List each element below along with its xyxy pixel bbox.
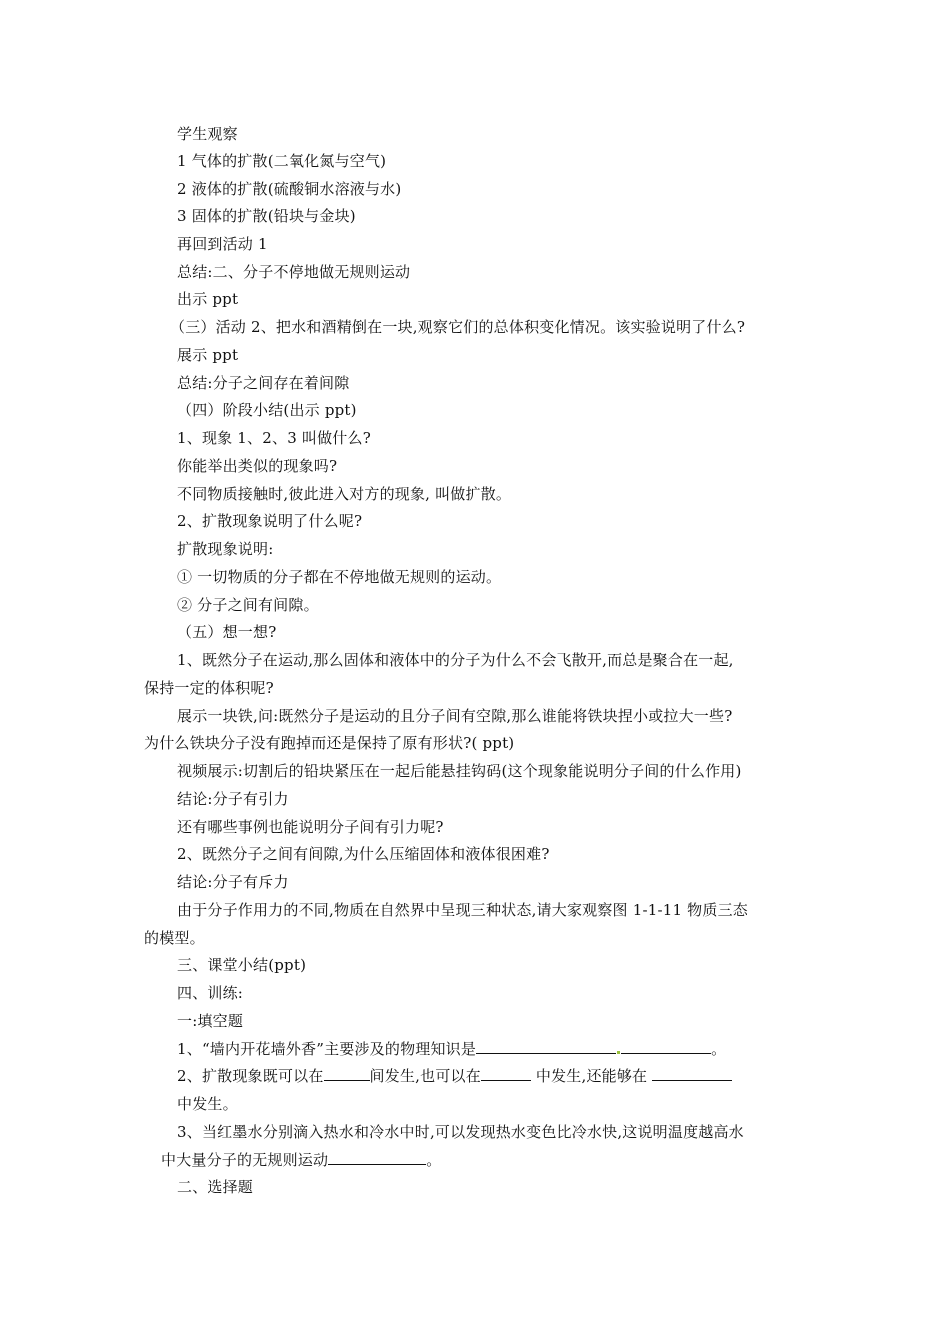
text-line: 1 气体的扩散(二氧化氮与空气): [177, 152, 387, 170]
answer-blank[interactable]: [652, 1066, 732, 1081]
answer-blank[interactable]: [621, 1039, 711, 1054]
question-text: 。: [426, 1151, 442, 1169]
text-line: 保持一定的体积呢?: [144, 679, 274, 697]
text-line: 1、既然分子在运动,那么固体和液体中的分子为什么不会飞散开,而总是聚合在一起,: [177, 651, 734, 669]
text-line: 四、训练:: [177, 984, 244, 1002]
text-line: 不同物质接触时,彼此进入对方的现象, 叫做扩散。: [177, 485, 512, 503]
text-line: 你能举出类似的现象吗?: [177, 457, 338, 475]
text-line: 2、扩散现象说明了什么呢?: [177, 512, 363, 530]
text-line: 学生观察: [177, 125, 238, 143]
text-line: 展示一块铁,问:既然分子是运动的且分子间有空隙,那么谁能将铁块捏小或拉大一些?: [177, 707, 733, 725]
text-line: 2 液体的扩散(硫酸铜水溶液与水): [177, 180, 402, 198]
question-text: 中发生,还能够在: [530, 1067, 653, 1085]
text-line: 出示 ppt: [177, 290, 239, 308]
fill-blank-question-2: [177, 1066, 732, 1086]
question-text: 1、“墙内开花墙外香”主要涉及的物理知识是: [177, 1040, 477, 1058]
text-line: 再回到活动 1: [177, 235, 268, 253]
fill-blank-question-1: [177, 1039, 726, 1059]
fill-blank-question-3-cont: [161, 1150, 441, 1170]
text-line: 的模型。: [144, 929, 205, 947]
answer-blank[interactable]: [481, 1066, 531, 1081]
text-line: （三）活动 2、把水和酒精倒在一块,观察它们的总体积变化情况。该实验说明了什么?: [170, 318, 746, 336]
text-line: （四）阶段小结(出示 ppt): [177, 401, 357, 419]
text-line: 结论:分子有引力: [177, 790, 289, 808]
text-line: 三、课堂小结(ppt): [177, 956, 307, 974]
answer-blank[interactable]: [476, 1039, 616, 1054]
text-line: 扩散现象说明:: [177, 540, 274, 558]
text-line: 1、现象 1、2、3 叫做什么?: [177, 429, 371, 447]
text-line: 结论:分子有斥力: [177, 873, 289, 891]
question-text: 。: [711, 1040, 727, 1058]
question-text: 2、扩散现象既可以在: [177, 1067, 324, 1085]
text-line: （五）想一想?: [177, 623, 277, 641]
text-line: 视频展示:切割后的铅块紧压在一起后能悬挂钩码(这个现象能说明分子间的什么作用): [177, 762, 742, 780]
text-line: ② 分子之间有间隙。: [177, 596, 319, 614]
text-line: 由于分子作用力的不同,物质在自然界中呈现三种状态,请大家观察图 1-1-11 物质三态: [177, 901, 748, 919]
text-line: 总结:分子之间存在着间隙: [177, 374, 350, 392]
answer-blank[interactable]: [328, 1150, 426, 1165]
text-line: 中发生。: [177, 1095, 238, 1113]
text-line: 还有哪些事例也能说明分子间有引力呢?: [177, 818, 444, 836]
text-line: 3 固体的扩散(铅块与金块): [177, 207, 356, 225]
text-line: 展示 ppt: [177, 346, 239, 364]
green-dot-mark: [617, 1051, 620, 1054]
question-text: 间发生,也可以在: [369, 1067, 481, 1085]
text-line: ① 一切物质的分子都在不停地做无规则的运动。: [177, 568, 502, 586]
answer-blank[interactable]: [324, 1066, 370, 1081]
text-line: 为什么铁块分子没有跑掉而还是保持了原有形状?( ppt): [144, 734, 515, 752]
question-text: 中大量分子的无规则运动: [161, 1151, 329, 1169]
section-heading: 二、选择题: [177, 1178, 254, 1196]
text-line: 总结:二、分子不停地做无规则运动: [177, 263, 411, 281]
text-line: 2、既然分子之间有间隙,为什么压缩固体和液体很困难?: [177, 845, 550, 863]
text-line: 一:填空题: [177, 1012, 244, 1030]
fill-blank-question-3: 3、当红墨水分别滴入热水和冷水中时,可以发现热水变色比冷水快,这说明温度越高水: [177, 1123, 744, 1141]
